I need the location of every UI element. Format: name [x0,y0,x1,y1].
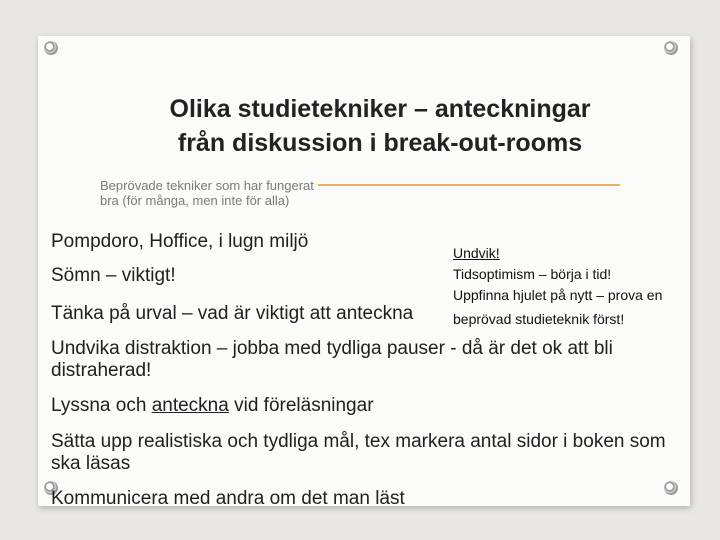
pin-icon-top-right [664,41,678,55]
lyssna-text: Lyssna och [51,395,147,416]
list-item-urval: Tänka på urval – vad är viktigt att anteckna [51,303,414,324]
list-item-lyssna [51,395,374,417]
anteckna-link[interactable]: anteckna [151,395,229,416]
pin-icon-top-left [44,41,58,55]
slide-title [100,92,660,160]
sidebox-line-1: Tidsoptimism – börja i tid! [453,266,612,282]
subheading: Beprövade tekniker som har fungerat bra (för många, men inte för alla) [100,178,314,208]
pin-icon-bottom-right [664,481,678,495]
title-line-1: Olika studietekniker – anteckningar [169,95,591,123]
list-item-mal: Sätta upp realistiska och tydliga mål, tex markera antal sidor i boken som ska läsas [51,431,666,474]
list-item-somn: Sömn – viktigt! [51,265,176,286]
sidebox-line-3: beprövad studieteknik först! [453,311,625,327]
list-item-kommunicera: Kommunicera med andra om det man läst [51,488,405,509]
title-line-2: från diskussion i break-out-rooms [177,129,583,157]
lyssna-rest: vid föreläsningar [234,395,374,416]
sidebox-heading [453,243,500,264]
sidebox-heading-text: Undvik! [453,245,500,261]
list-item-pomodoro: Pompdoro, Hoffice, i lugn miljö [51,231,309,252]
sidebox-line-2: Uppfinna hjulet på nytt – prova en [453,287,663,303]
accent-rule [318,184,620,186]
list-item-distraktion: Undvika distraktion – jobba med tydliga pauser - då är det ok att bli distraherad! [51,338,613,381]
